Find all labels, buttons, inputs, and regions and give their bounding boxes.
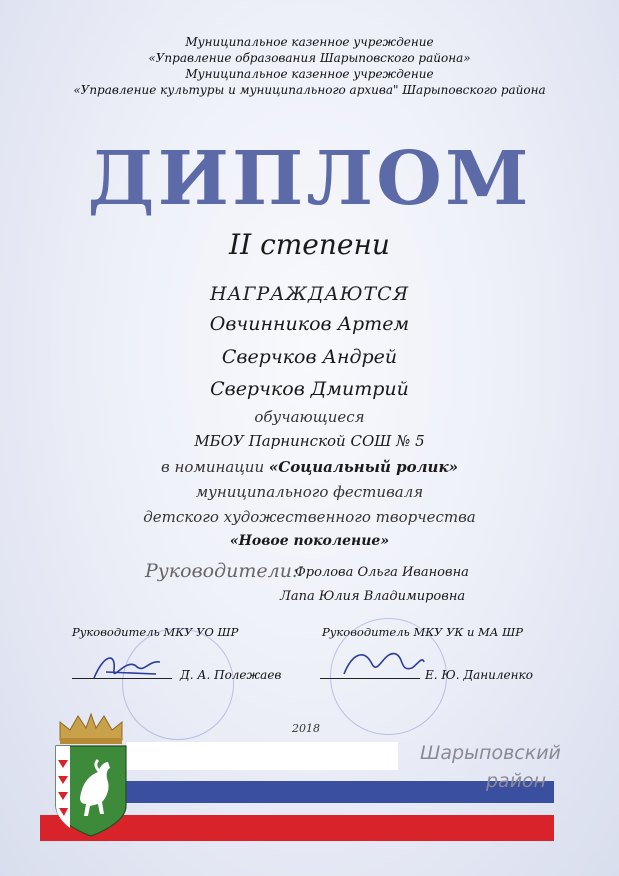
district-line-2: район	[486, 770, 547, 792]
nomination-line	[0, 458, 619, 476]
festival-name: «Новое поколение»	[229, 533, 390, 549]
left-signature	[86, 648, 176, 688]
awardee-name: Сверчков Дмитрий	[210, 378, 409, 400]
leaders-label: Руководители:	[145, 560, 299, 582]
header-line-2: «Управление образования Шарыповского района»	[148, 51, 471, 65]
district-line-1: Шарыповский	[420, 742, 561, 764]
nomination-prefix: в номинации	[160, 458, 265, 476]
left-signatory-title: Руководитель МКУ УО ШР	[72, 625, 239, 639]
left-signatory-name: Д. А. Полежаев	[180, 668, 282, 682]
awarded-heading: НАГРАЖДАЮТСЯ	[209, 283, 410, 305]
diploma-title: ДИПЛОМ	[87, 136, 532, 222]
awardee-name: Сверчков Андрей	[221, 346, 398, 368]
leader-name: Лапа Юлия Владимировна	[280, 589, 466, 604]
right-signatory-name: Е. Ю. Даниленко	[425, 668, 533, 682]
awardee-name: Овчинников Артем	[209, 313, 410, 335]
header-line-4: «Управление культуры и муниципального архива" Шарыповского района	[73, 83, 546, 97]
leader-name: Фролова Ольга Ивановна	[295, 565, 469, 580]
header-line-3: Муниципальное казенное учреждение	[185, 67, 434, 81]
right-signature	[338, 642, 428, 684]
festival-line: муниципального фестиваля	[195, 483, 424, 501]
white-stripe	[126, 742, 398, 770]
coat-of-arms-emblem	[50, 710, 132, 840]
diploma-year: 2018	[292, 722, 320, 735]
students-label: обучающиеся	[254, 408, 365, 426]
header-line-1: Муниципальное казенное учреждение	[185, 35, 434, 49]
creativity-line: детского художественного творчества	[143, 508, 476, 526]
diploma-degree: II степени	[229, 228, 390, 261]
school-name: МБОУ Парнинской СОШ № 5	[194, 432, 425, 450]
right-signatory-title: Руководитель МКУ УК и МА ШР	[322, 625, 524, 639]
nomination-name: «Социальный ролик»	[268, 458, 458, 476]
